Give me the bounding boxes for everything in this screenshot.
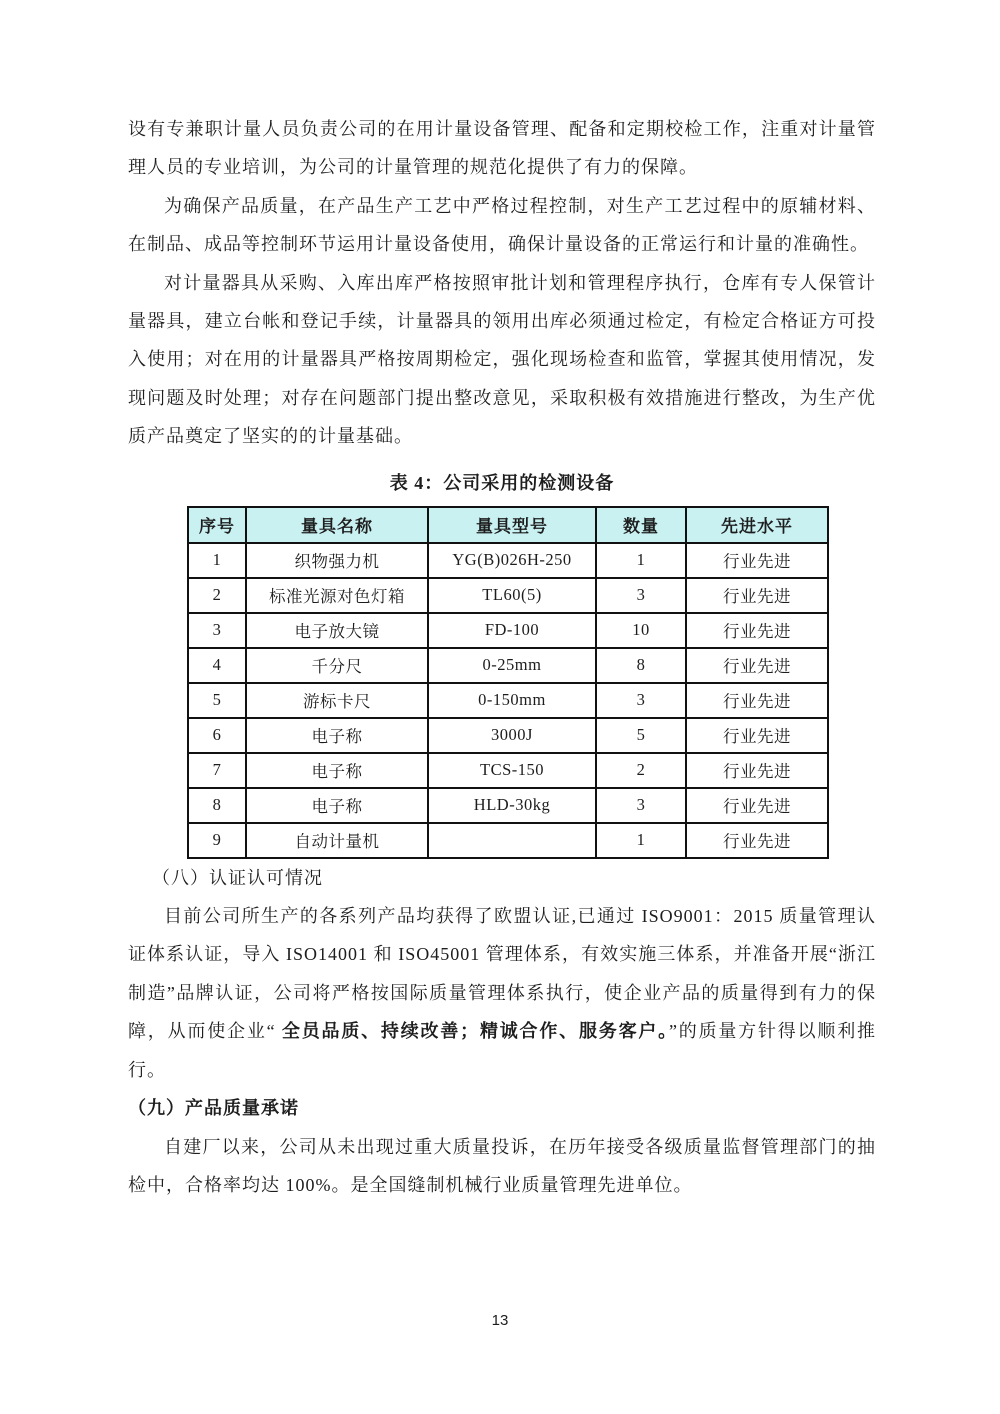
cell-name: 电子称: [246, 753, 428, 788]
cell-name: 自动计量机: [246, 823, 428, 858]
cell-model: 0-150mm: [428, 683, 596, 718]
cell-name: 千分尺: [246, 648, 428, 683]
cell-name: 织物强力机: [246, 543, 428, 578]
cell-model: FD-100: [428, 613, 596, 648]
paragraph-metrology-staff: 设有专兼职计量人员负责公司的在用计量设备管理、配备和定期校检工作，注重对计量管理人员的专业培训，为公司的计量管理的规范化提供了有力的保障。: [128, 119, 876, 178]
section-heading-quality-commitment: （九）产品质量承诺: [128, 1098, 299, 1119]
cell-level: 行业先进: [686, 648, 828, 683]
header-cell-name: 量具名称: [246, 507, 428, 543]
cell-quantity: 10: [596, 613, 686, 648]
cell-name: 游标卡尺: [246, 683, 428, 718]
cell-quantity: 3: [596, 683, 686, 718]
section-heading-certification: （八）认证认可情况: [152, 867, 323, 888]
table-row: [188, 648, 828, 683]
header-cell-index: 序号: [188, 507, 246, 543]
certification-text-end: ”的质量方针得以顺利推行。: [128, 1021, 876, 1080]
header-cell-model: 量具型号: [428, 507, 596, 543]
cell-index: 4: [188, 648, 246, 683]
paragraph-quality-commitment: 自建厂以来，公司从未出现过重大质量投诉，在历年接受各级质量监督管理部门的抽检中，合格率均达 100%。是全国缝制机械行业质量管理先进单位。: [128, 1136, 876, 1195]
cell-quantity: 3: [596, 578, 686, 613]
cell-name: 电子放大镜: [246, 613, 428, 648]
cell-level: 行业先进: [686, 718, 828, 753]
header-cell-quantity: 数量: [596, 507, 686, 543]
quality-policy-quote: 全员品质、持续改善；精诚合作、服务客户。: [281, 1021, 669, 1042]
cell-name: 电子称: [246, 718, 428, 753]
cell-index: 9: [188, 823, 246, 858]
cell-index: 2: [188, 578, 246, 613]
cell-index: 7: [188, 753, 246, 788]
cell-level: 行业先进: [686, 823, 828, 858]
cell-name: 电子称: [246, 788, 428, 823]
cell-quantity: 1: [596, 543, 686, 578]
cell-index: 8: [188, 788, 246, 823]
testing-equipment-table: [187, 506, 829, 859]
header-cell-level: 先进水平: [686, 507, 828, 543]
table-row: [188, 788, 828, 823]
cell-level: 行业先进: [686, 543, 828, 578]
table-row: [188, 823, 828, 858]
table-title: 表 4：公司采用的检测设备: [389, 472, 615, 493]
cell-model: TCS-150: [428, 753, 596, 788]
cell-quantity: 2: [596, 753, 686, 788]
table-row: [188, 718, 828, 753]
paragraph-certification: [128, 897, 876, 1089]
cell-index: 3: [188, 613, 246, 648]
cell-index: 6: [188, 718, 246, 753]
table-row: [188, 578, 828, 613]
cell-level: 行业先进: [686, 578, 828, 613]
paragraph-process-control: 为确保产品质量，在产品生产工艺中严格过程控制，对生产工艺过程中的原辅材料、在制品、成品等控制环节运用计量设备使用，确保计量设备的正常运行和计量的准确性。: [128, 195, 876, 255]
cell-model: YG(B)026H-250: [428, 543, 596, 578]
cell-index: 5: [188, 683, 246, 718]
table-row: [188, 683, 828, 718]
table-row: [188, 613, 828, 648]
table-row: [188, 543, 828, 578]
page-number: 13: [491, 1312, 509, 1329]
cell-name: 标准光源对色灯箱: [246, 578, 428, 613]
cell-model: [428, 823, 596, 858]
cell-level: 行业先进: [686, 683, 828, 718]
document-content: [128, 110, 876, 1204]
cell-quantity: 8: [596, 648, 686, 683]
paragraph-instrument-management: 对计量器具从采购、入库出库严格按照审批计划和管理程序执行，仓库有专人保管计量器具，建立台帐和登记手续，计量器具的领用出库必须通过检定，有检定合格证方可投入使用；对在用的计量器具严格按周期检定，强化现场检查和监管，掌握其使用情况，发现问题及时处理；对存在问题部门提出整改意见，采取积极有效措施进行整改，为生产优质产品奠定了坚实的的计量基础。: [128, 272, 876, 447]
cell-level: 行业先进: [686, 753, 828, 788]
cell-model: 0-25mm: [428, 648, 596, 683]
cell-model: TL60(5): [428, 578, 596, 613]
cell-model: HLD-30kg: [428, 788, 596, 823]
certification-text-start: 目前公司所生产的各系列产品均获得了欧盟认证,已通过 ISO9001：2015 质量管理认证体系认证，导入 ISO14001 和 ISO45001 管理体系，有效实施三体系，并准备开展“浙江制造”品牌认证，公司将严格按国际质量管理体系执行，使企业产品的质量得到有力的保障，从而使企业“: [128, 906, 876, 1042]
cell-quantity: 1: [596, 823, 686, 858]
table-header-row: [188, 507, 828, 543]
cell-quantity: 3: [596, 788, 686, 823]
cell-model: 3000J: [428, 718, 596, 753]
cell-level: 行业先进: [686, 788, 828, 823]
cell-index: 1: [188, 543, 246, 578]
cell-level: 行业先进: [686, 613, 828, 648]
table-row: [188, 753, 828, 788]
cell-quantity: 5: [596, 718, 686, 753]
